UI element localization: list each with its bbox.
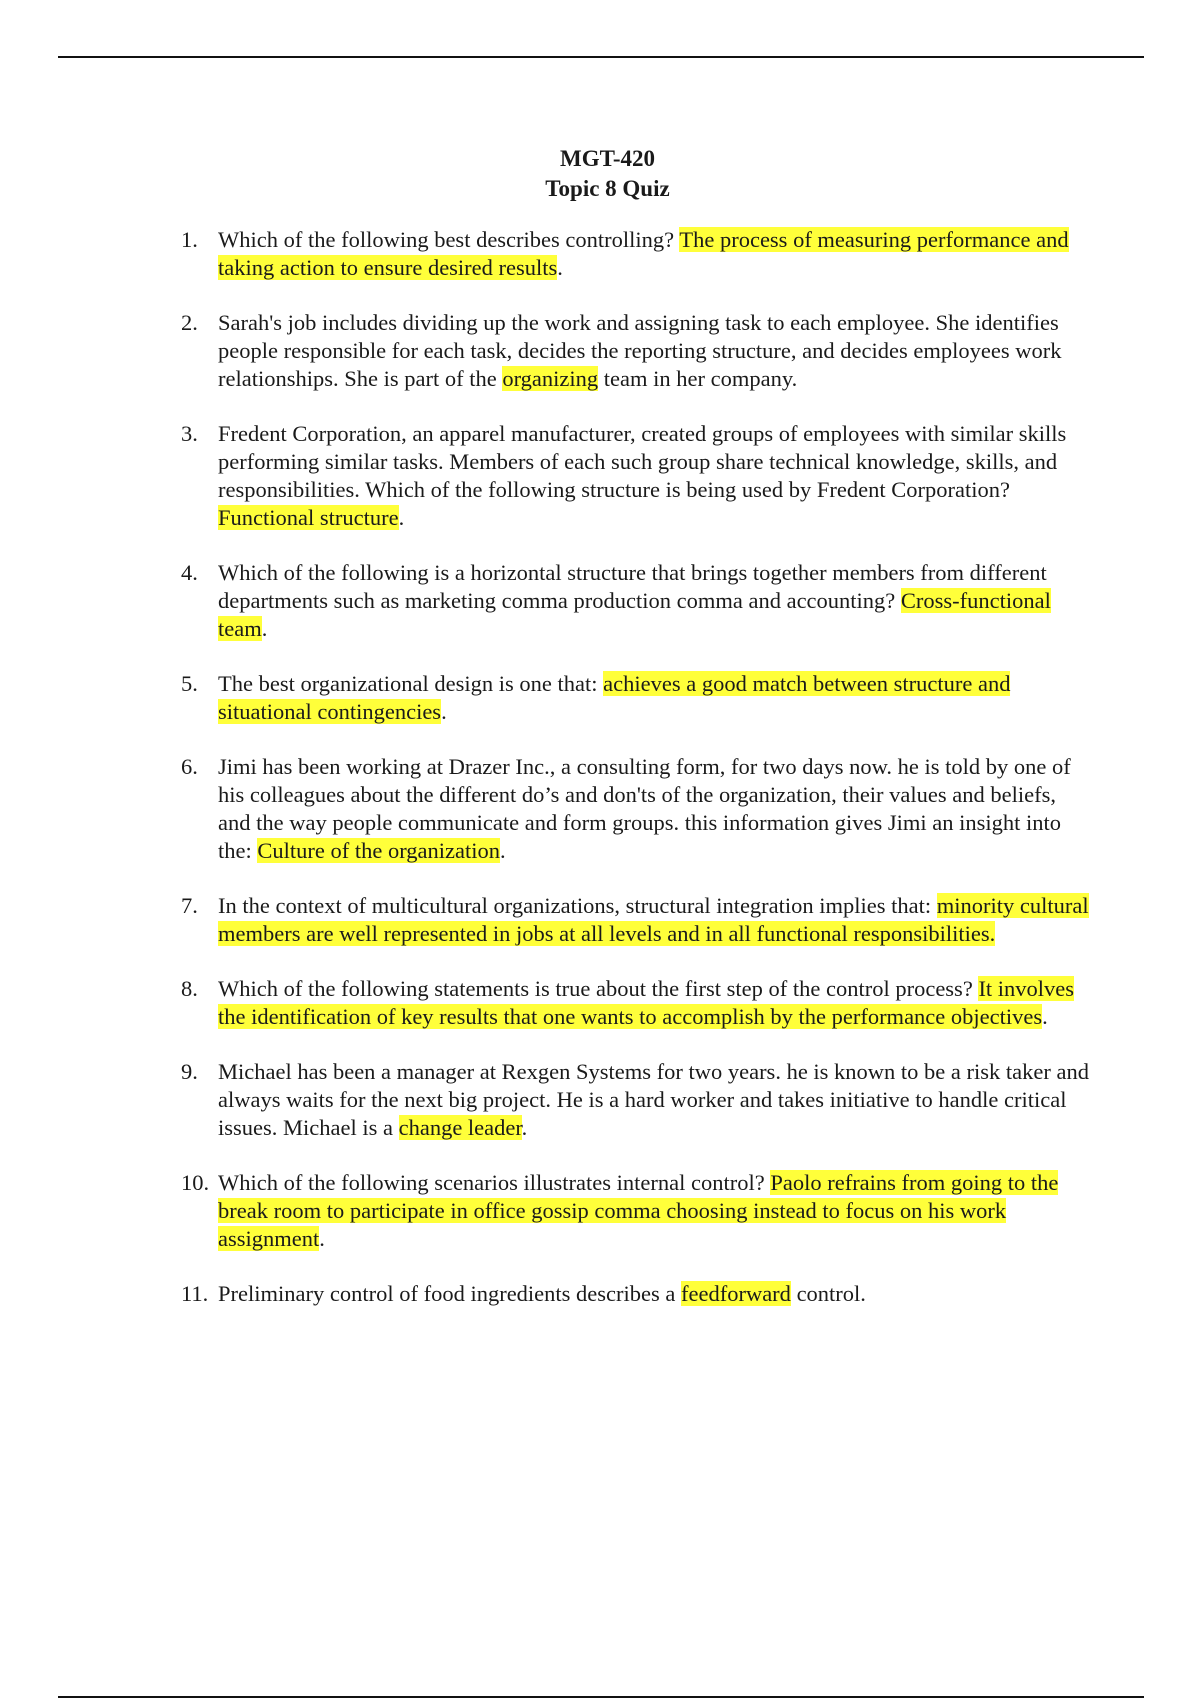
question-suffix: . xyxy=(1042,1004,1048,1029)
highlighted-answer: The process of measuring performance and taking action to ensure desired results xyxy=(218,227,1069,280)
question-suffix: . xyxy=(500,838,506,863)
question-suffix: team in her company. xyxy=(598,366,798,391)
title-block xyxy=(15,144,1200,204)
question-number: 3. xyxy=(181,421,198,446)
highlighted-answer: change leader xyxy=(398,1115,522,1140)
question-number: 2. xyxy=(181,310,198,335)
question-prompt: Fredent Corporation, an apparel manufacturer, created groups of employees with similar skills performing similar tasks. Members of each such group share technical knowledge, skills, and responsibilities. Which of the following structure is being used by Fredent Corporation? xyxy=(218,421,1067,502)
question-suffix: . xyxy=(319,1226,325,1251)
question-number: 11. xyxy=(181,1281,209,1306)
question-prompt: Jimi has been working at Drazer Inc., a consulting form, for two days now. he is told by one of his colleagues about the different do’s and don'ts of the organization, their values and beliefs, and the way people communicate and form groups. this information gives Jimi an insight into the: xyxy=(218,754,1071,863)
question-item xyxy=(0,892,1092,948)
question-prompt: Which of the following best describes controlling? xyxy=(218,227,680,252)
quiz-title: Topic 8 Quiz xyxy=(545,176,670,201)
question-item xyxy=(0,1169,1092,1253)
highlighted-answer: organizing xyxy=(502,366,599,391)
question-number: 6. xyxy=(181,754,198,779)
highlighted-answer: achieves a good match between structure and situational contingencies xyxy=(218,671,1011,724)
question-list xyxy=(0,226,1200,1308)
question-prompt: Which of the following scenarios illustrates internal control? xyxy=(218,1170,771,1195)
top-rule xyxy=(58,56,1144,58)
highlighted-answer: Functional structure xyxy=(218,505,399,530)
bottom-rule xyxy=(58,1696,1144,1698)
question-prompt: Preliminary control of food ingredients describes a xyxy=(218,1281,681,1306)
question-prompt: Michael has been a manager at Rexgen Systems for two years. he is known to be a risk taker and always waits for the next big project. He is a hard worker and takes initiative to handle critical issues. Michael is a xyxy=(218,1059,1089,1140)
question-item xyxy=(0,559,1092,643)
question-number: 4. xyxy=(181,560,198,585)
question-number: 1. xyxy=(181,227,198,252)
question-item xyxy=(0,975,1092,1031)
highlighted-answer: Cross-functional team xyxy=(218,588,1051,641)
question-suffix: . xyxy=(557,255,563,280)
document-page xyxy=(0,144,1200,1335)
question-prompt: The best organizational design is one that: xyxy=(218,671,604,696)
highlighted-answer: minority cultural members are well represented in jobs at all levels and in all functional responsibilities. xyxy=(218,893,1089,946)
question-item xyxy=(0,1058,1092,1142)
question-suffix: . xyxy=(398,505,405,530)
question-suffix: . xyxy=(261,616,268,641)
question-prompt: In the context of multicultural organizations, structural integration implies that: xyxy=(218,893,937,918)
question-prompt: Sarah's job includes dividing up the work and assigning task to each employee. She identifies people responsible for each task, decides the reporting structure, and decides employees work relationships. She is part of the xyxy=(218,310,1062,391)
question-item xyxy=(0,753,1092,865)
question-item xyxy=(0,309,1092,393)
course-code: MGT-420 xyxy=(560,146,655,171)
highlighted-answer: It involves the identification of key results that one wants to accomplish by the performance objectives xyxy=(218,976,1075,1029)
highlighted-answer: feedforward xyxy=(681,1281,791,1306)
question-suffix: control. xyxy=(790,1281,866,1306)
question-suffix: . xyxy=(521,1115,528,1140)
question-number: 10. xyxy=(181,1170,210,1195)
highlighted-answer: Paolo refrains from going to the break room to participate in office gossip comma choosing instead to focus on his work assignment xyxy=(218,1170,1059,1251)
question-prompt: Which of the following is a horizontal structure that brings together members from different departments such as marketing comma production comma and accounting? xyxy=(218,560,1047,613)
question-number: 5. xyxy=(181,671,198,696)
question-number: 9. xyxy=(181,1059,198,1084)
question-item xyxy=(0,420,1092,532)
question-suffix: . xyxy=(441,699,447,724)
question-item xyxy=(0,226,1092,282)
question-number: 7. xyxy=(181,893,198,918)
highlighted-answer: Culture of the organization xyxy=(257,838,501,863)
question-number: 8. xyxy=(181,976,198,1001)
question-prompt: Which of the following statements is true about the first step of the control process? xyxy=(218,976,979,1001)
question-item xyxy=(0,670,1092,726)
question-item xyxy=(0,1280,1092,1308)
